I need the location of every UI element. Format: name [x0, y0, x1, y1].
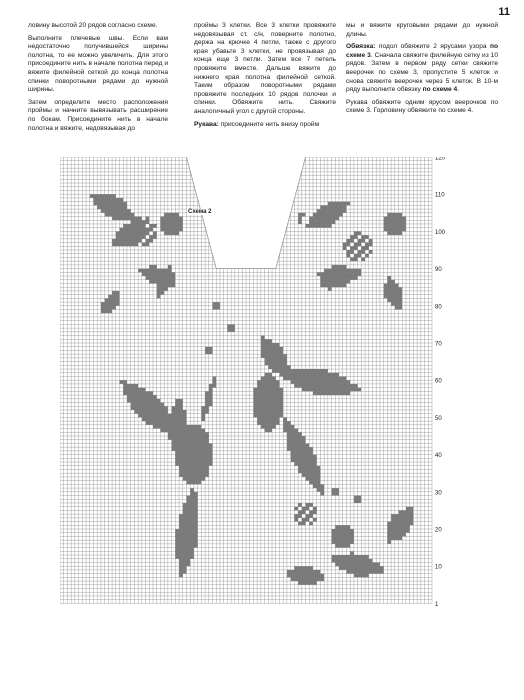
paragraph-text: присоедините нить внизу пройм	[218, 120, 320, 128]
row-label: 50	[435, 415, 442, 422]
paragraph: мы и вяжите круговыми рядами до нужной длины.	[346, 22, 498, 38]
row-label: 30	[435, 490, 442, 497]
heading-edging: Обвязка:	[346, 43, 376, 51]
paragraph	[346, 43, 498, 95]
paragraph-text: . Сначала свяжите филейную сетку из 10 рядов. Затем в первом ряду сетки свяжите веерочек по схеме 3, пропустите 5 клеток и снова свяжите веерочек через 5 клеток. В 10-м ряду выполните обвязку	[346, 51, 498, 94]
text-column-2	[194, 22, 336, 133]
scheme-ref: по схеме 3	[346, 43, 498, 59]
paragraph-text: подол обвяжите 2 ярусами узора	[375, 43, 490, 51]
paragraph: проймы 3 клетки. Все 3 клетки провяжите недовязывая ст. с/н, поверните полотно, держа на крючке 4 петли, также с другого края убавьте 3 клетки, не провязывая до конца еще 3 петли. Затем все 7 петель провяжите вместе. Дальше вяжите до нижнего края полотна филейной сеткой. Таким образом поворотными рядами провяжите последних 10 рядов полочки и спинки. Обвяжите нить. Свяжите аналогичный угол с другой стороны.	[194, 22, 336, 115]
row-label: 120	[435, 157, 446, 162]
row-label: 1	[435, 601, 439, 608]
heading-sleeves: Рукава:	[194, 120, 219, 128]
text-column-3	[346, 22, 498, 120]
row-label: 100	[435, 229, 446, 236]
scheme-title: Схема 2	[188, 209, 212, 215]
paragraph	[194, 121, 336, 130]
row-label: 90	[435, 267, 442, 274]
paragraph: Рукава обвяжите одним ярусом веерочков по схеме 3. Горловину обвяжите по схеме 4.	[346, 98, 498, 115]
filet-scheme	[60, 157, 460, 634]
paragraph: ловину высотой 20 рядов согласно схеме.	[28, 22, 158, 29]
paragraph-text: .	[457, 86, 460, 94]
page-number: 11	[498, 6, 510, 18]
row-label: 80	[435, 304, 442, 311]
row-label: 10	[435, 564, 442, 571]
row-label: 60	[435, 378, 442, 385]
row-label: 20	[435, 527, 442, 534]
paragraph: Затем определите место расположения проймы и начните вывязывать расширение по бокам. Присоедините нить в начале полотна и вяжите, недовязывая до	[28, 98, 168, 132]
paragraph: Выполните плечевые швы. Если вам недостаточно получившейся ширины полотна, то ее можно увеличить. Для этого присоедините нить в начале полотна перед и вяжите филейной сеткой до конца полотна спинки поворотными рядами до нужной ширины.	[28, 34, 168, 94]
text-column-1	[28, 22, 168, 137]
row-label: 110	[435, 192, 445, 199]
row-label: 40	[435, 453, 442, 460]
row-label: 70	[435, 341, 442, 348]
scheme-grid	[60, 157, 460, 629]
scheme-ref: по схеме 4	[422, 86, 458, 94]
